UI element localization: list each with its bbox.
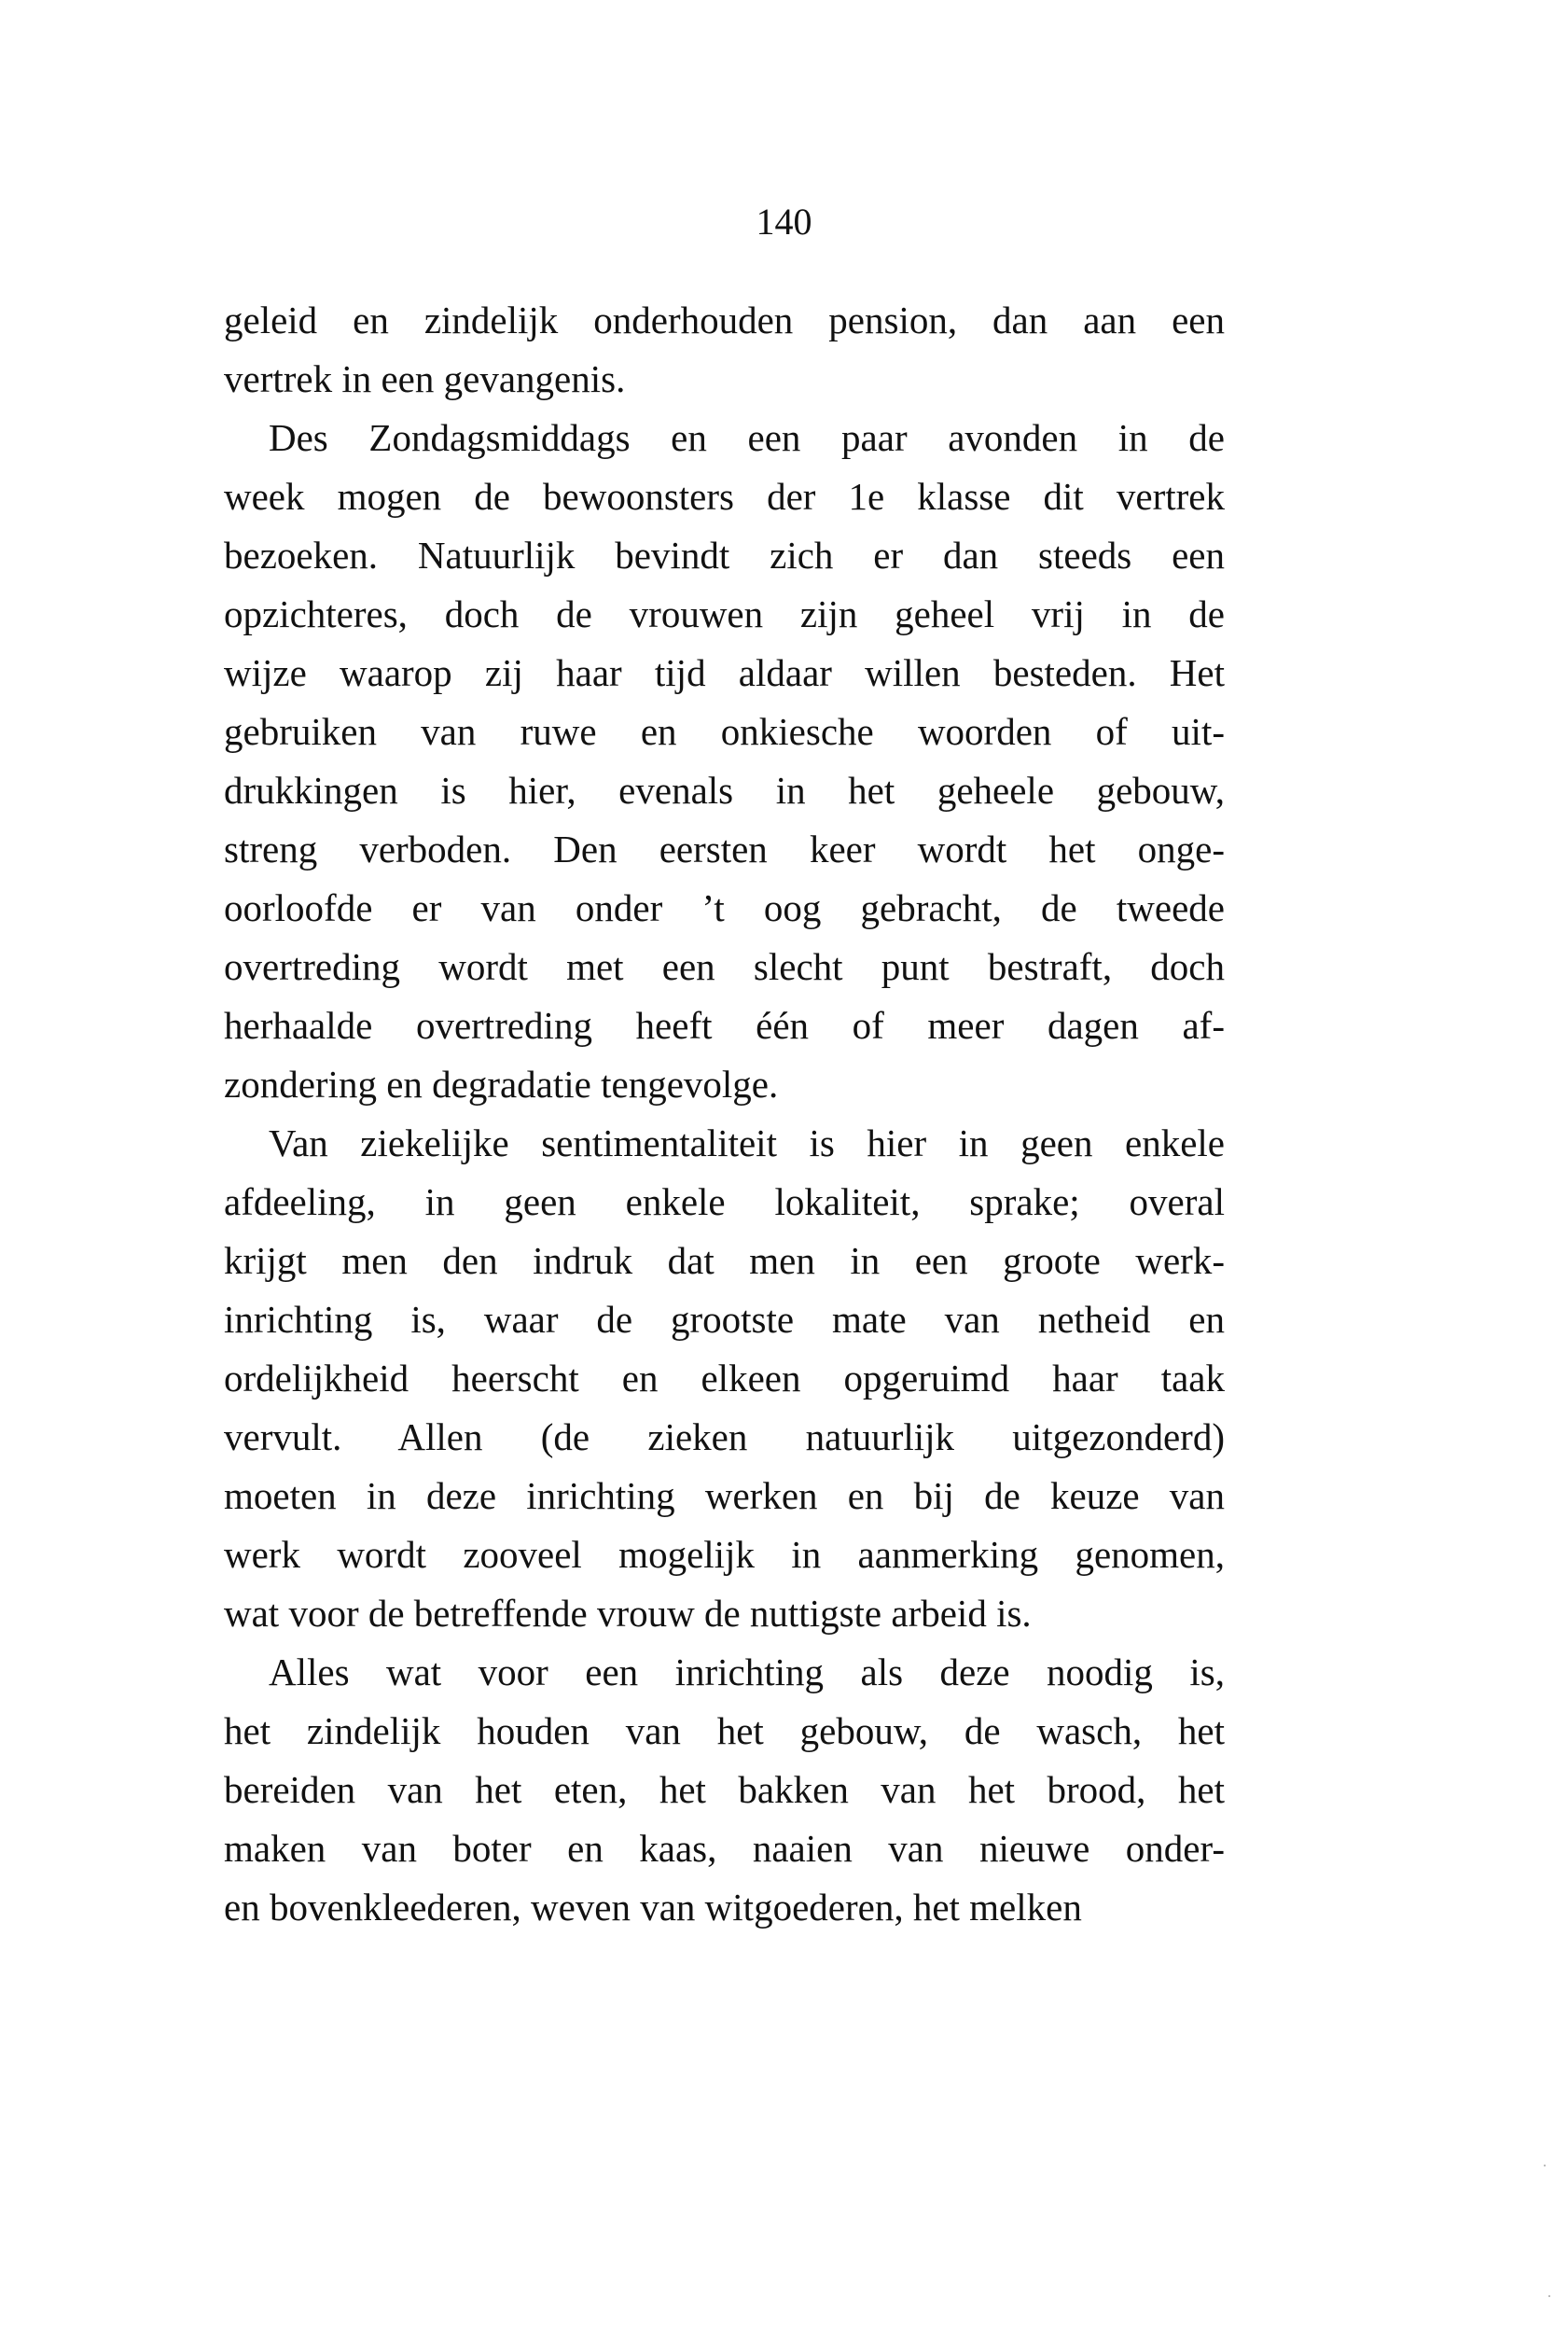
text-line: week mogen de bewoonsters der 1e klasse dit vertrek [224,475,1225,518]
page-number: 140 [756,201,812,243]
text-line: maken van boter en kaas, naaien van nieuwe onder- [224,1827,1225,1870]
text-line: ordelijkheid heerscht en elkeen opgeruimd haar taak [224,1357,1225,1400]
scan-speck [1544,2165,1546,2166]
body-text [224,291,1225,1937]
scan-speck [1548,2295,1550,2297]
text-line: geleid en zindelijk onderhouden pension, dan aan een [224,299,1225,341]
text-line: Van ziekelijke sentimentaliteit is hier in geen enkele [269,1121,1225,1164]
text-line: Des Zondagsmiddags en een paar avonden in de [269,416,1225,459]
text-line: vervult. Allen (de zieken natuurlijk uitgezonderd) [224,1415,1225,1458]
paragraph [224,409,1225,1114]
text-line: afdeeling, in geen enkele lokaliteit, sprake; overal [224,1180,1225,1223]
text-line: bezoeken. Natuurlijk bevindt zich er dan steeds een [224,534,1225,577]
text-line: vertrek in een gevangenis. [224,357,626,400]
text-line: streng verboden. Den eersten keer wordt het onge- [224,828,1225,871]
text-line: en bovenkleederen, weven van witgoederen, het melken [224,1886,1082,1929]
text-line: opzichteres, doch de vrouwen zijn geheel vrij in de [224,592,1225,635]
text-line: inrichting is, waar de grootste mate van netheid en [224,1298,1225,1341]
text-line: bereiden van het eten, het bakken van het brood, het [224,1768,1225,1811]
paragraph [224,1114,1225,1643]
text-line: het zindelijk houden van het gebouw, de wasch, het [224,1709,1225,1752]
text-line: overtreding wordt met een slecht punt bestraft, doch [224,945,1225,988]
text-line: krijgt men den indruk dat men in een groote werk- [224,1239,1225,1282]
text-line: wijze waarop zij haar tijd aldaar willen besteden. Het [224,651,1225,694]
text-line: drukkingen is hier, evenals in het geheele gebouw, [224,769,1225,812]
text-line: werk wordt zooveel mogelijk in aanmerking genomen, [224,1533,1225,1576]
text-line: moeten in deze inrichting werken en bij de keuze van [224,1474,1225,1517]
text-line: gebruiken van ruwe en onkiesche woorden of uit- [224,710,1225,753]
paragraph [224,1643,1225,1937]
text-line: oorloofde er van onder ’t oog gebracht, de tweede [224,886,1225,929]
text-line: herhaalde overtreding heeft één of meer dagen af- [224,1004,1225,1047]
text-line: Alles wat voor een inrichting als deze noodig is, [269,1650,1225,1693]
paragraph [224,291,1225,409]
text-line: zondering en degradatie tengevolge. [224,1063,779,1106]
text-line: wat voor de betreffende vrouw de nuttigste arbeid is. [224,1592,1032,1635]
